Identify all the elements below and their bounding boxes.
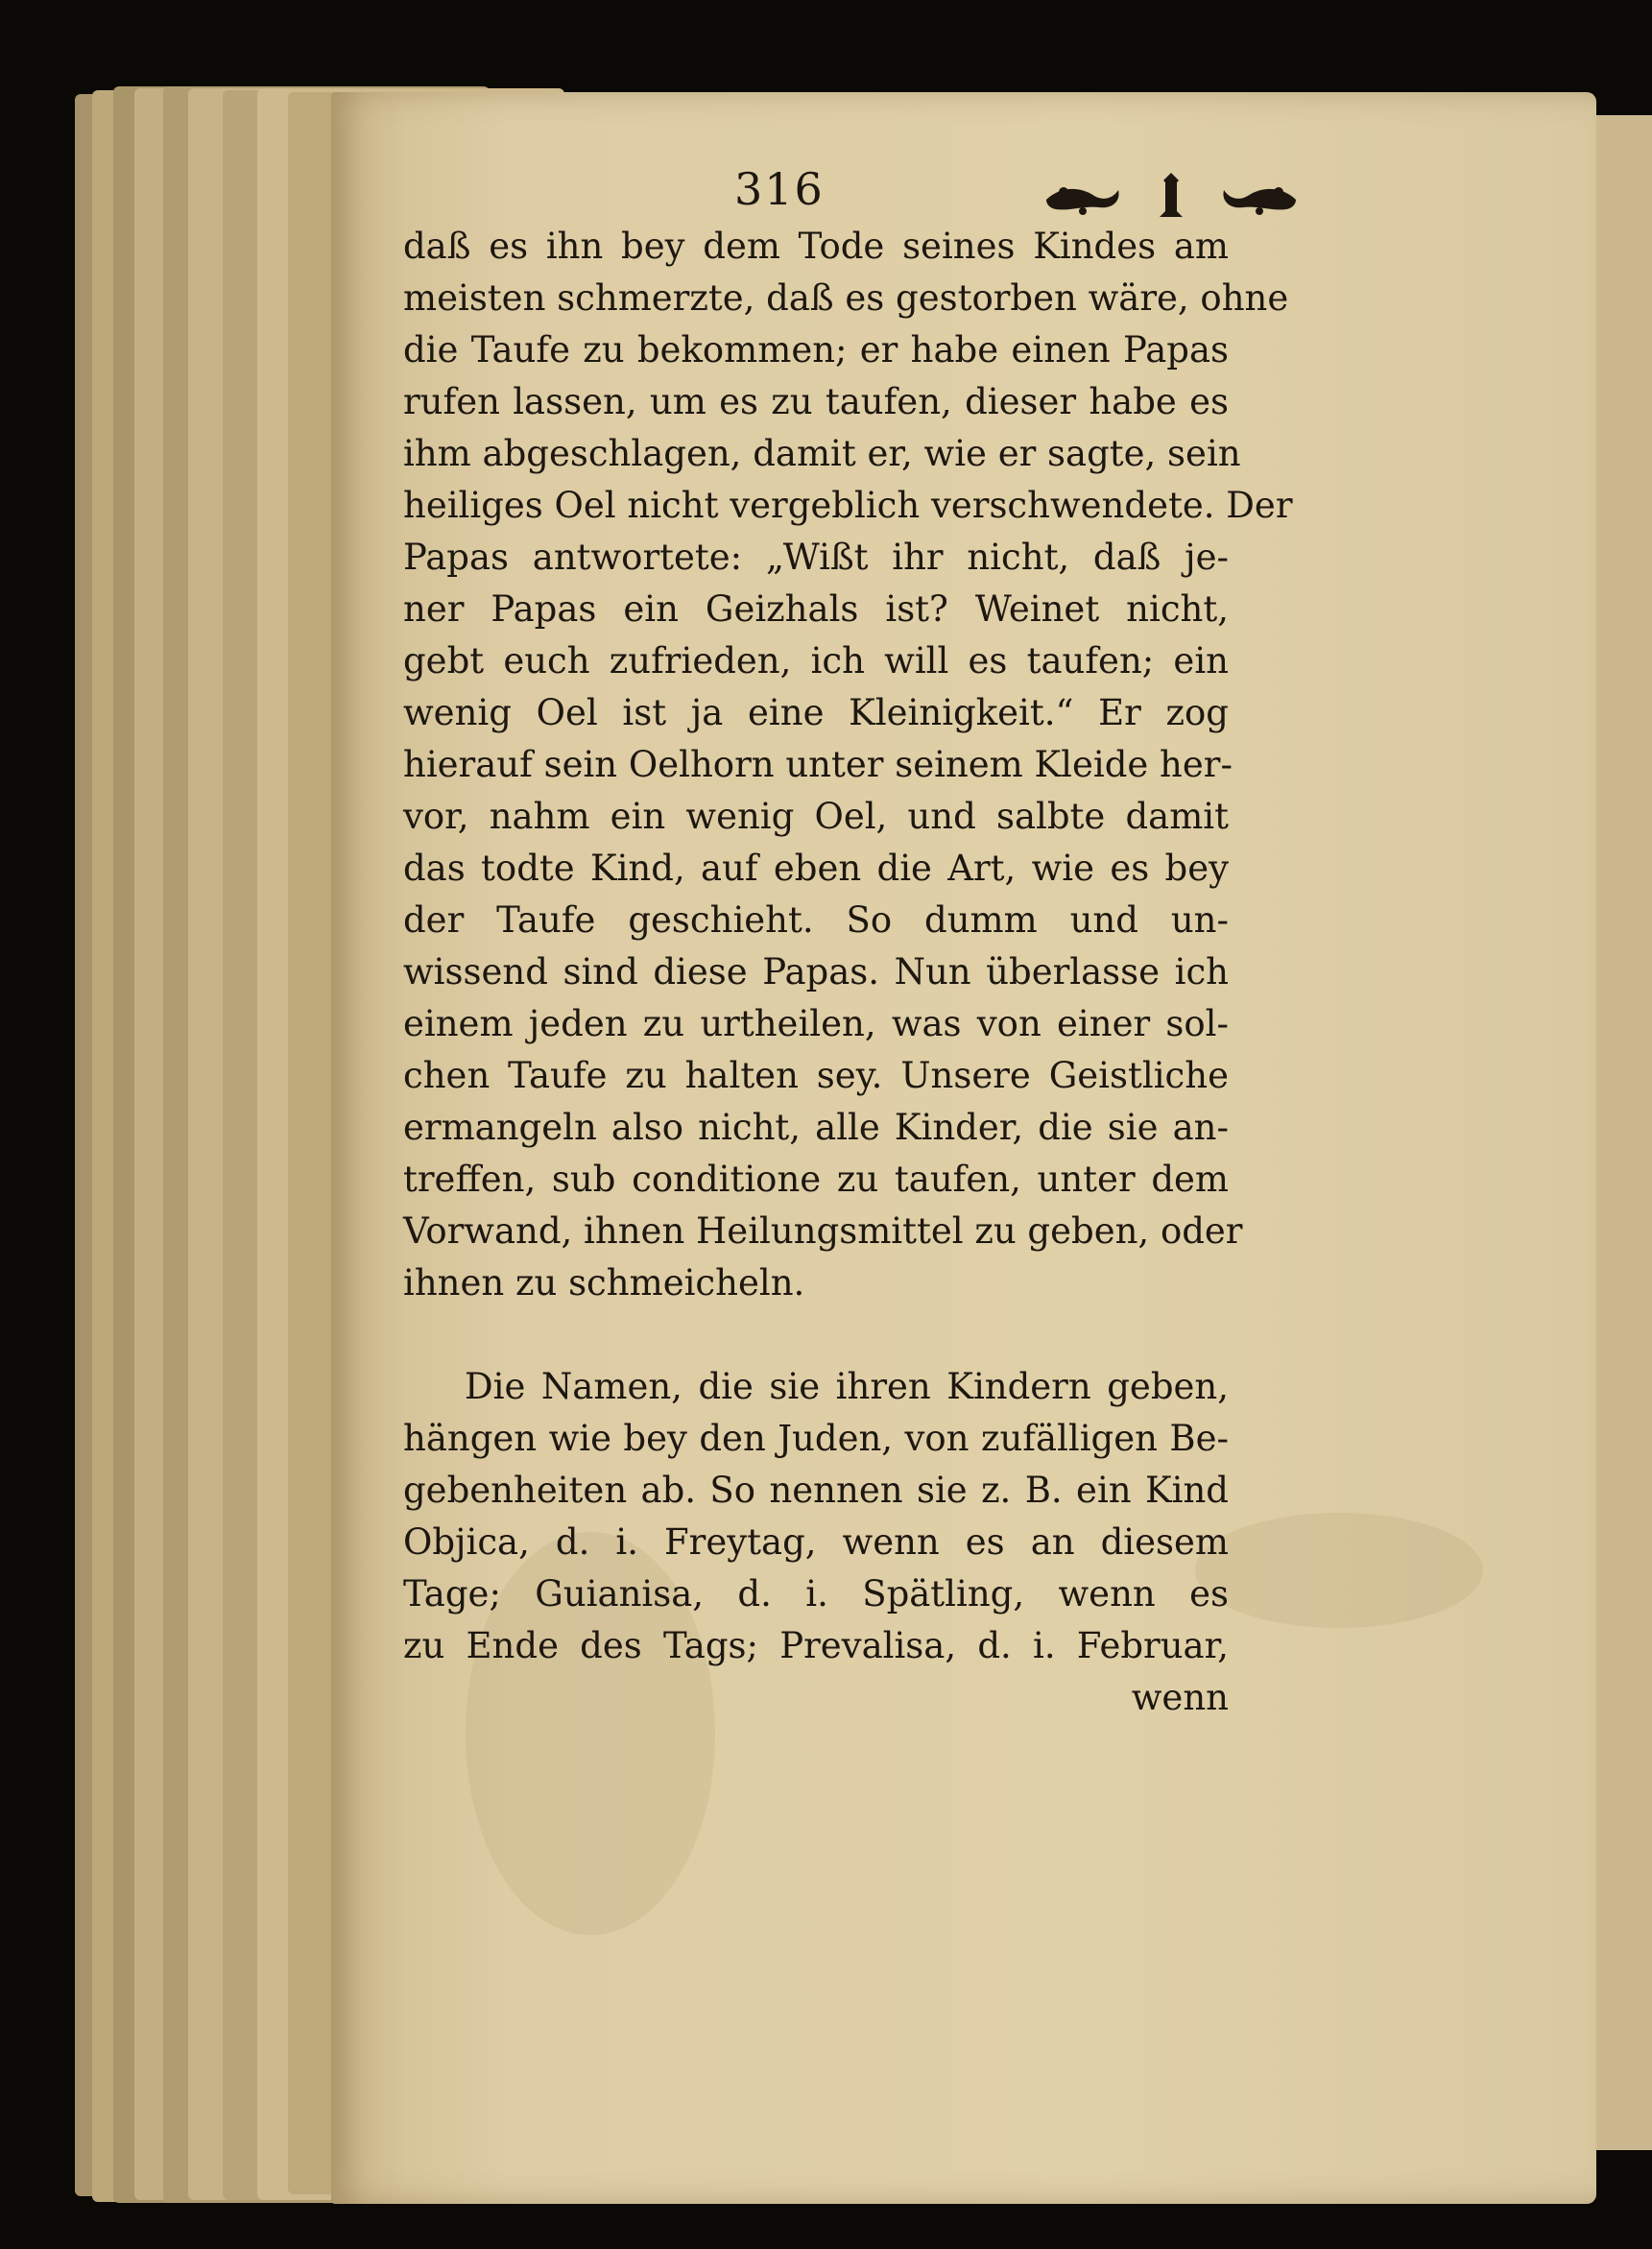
- text-line: ner Papas ein Geizhals ist? Weinet nicht,: [403, 588, 1229, 630]
- text-line: gebt euch zufrieden, ich will es taufen; ein: [403, 640, 1229, 682]
- text-line: einem jeden zu urtheilen, was von einer sol-: [403, 1003, 1229, 1044]
- text-line: rufen lassen, um es zu taufen, dieser habe es: [403, 381, 1229, 422]
- text-line: heiliges Oel nicht vergeblich verschwendete. Der: [403, 485, 1293, 526]
- text-line: gebenheiten ab. So nennen sie z. B. ein Kind: [403, 1470, 1229, 1511]
- text-line: ermangeln also nicht, alle Kinder, die sie an-: [403, 1107, 1229, 1148]
- text-line: chen Taufe zu halten sey. Unsere Geistliche: [403, 1055, 1229, 1096]
- paragraph-gap: [403, 1309, 1229, 1361]
- text-line: hierauf sein Oelhorn unter seinem Kleide her-: [403, 744, 1233, 785]
- catchword: wenn: [1131, 1677, 1229, 1718]
- text-line: Objica, d. i. Freytag, wenn es an diesem: [403, 1521, 1229, 1563]
- body-text: [403, 221, 1293, 1724]
- text-line: wissend sind diese Papas. Nun überlasse ich: [403, 951, 1229, 993]
- text-line: hängen wie bey den Juden, von zufälligen Be-: [403, 1418, 1229, 1459]
- text-line: das todte Kind, auf eben die Art, wie es bey: [403, 848, 1229, 889]
- text-line: treffen, sub conditione zu taufen, unter dem: [403, 1159, 1229, 1200]
- text-line: zu Ende des Tags; Prevalisa, d. i. Februar,: [403, 1625, 1229, 1666]
- text-line: die Taufe zu bekommen; er habe einen Papas: [403, 329, 1229, 371]
- text-line: meisten schmerzte, daß es gestorben wäre, ohne: [403, 277, 1289, 319]
- text-line: der Taufe geschieht. So dumm und un-: [403, 899, 1229, 941]
- text-line: Vorwand, ihnen Heilungsmittel zu geben, oder: [403, 1210, 1243, 1252]
- ornament-icon: [1027, 169, 1315, 227]
- page-content: [403, 163, 1293, 1718]
- text-line: Papas antwortete: „Wißt ihr nicht, daß je-: [403, 537, 1229, 578]
- text-line: ihnen zu schmeicheln.: [403, 1262, 805, 1304]
- paper-stain: [1195, 1513, 1483, 1628]
- text-line: Tage; Guianisa, d. i. Spätling, wenn es: [403, 1573, 1229, 1615]
- next-page-strip: [1592, 115, 1652, 2150]
- text-line: vor, nahm ein wenig Oel, und salbte damit: [403, 796, 1229, 837]
- page-number: 316: [734, 163, 825, 215]
- text-line: ihm abgeschlagen, damit er, wie er sagte, sein: [403, 433, 1241, 474]
- text-line: Die Namen, die sie ihren Kindern geben,: [465, 1366, 1229, 1407]
- text-line: wenig Oel ist ja eine Kleinigkeit.“ Er zog: [403, 692, 1229, 733]
- text-line: daß es ihn bey dem Tode seines Kindes am: [403, 226, 1229, 267]
